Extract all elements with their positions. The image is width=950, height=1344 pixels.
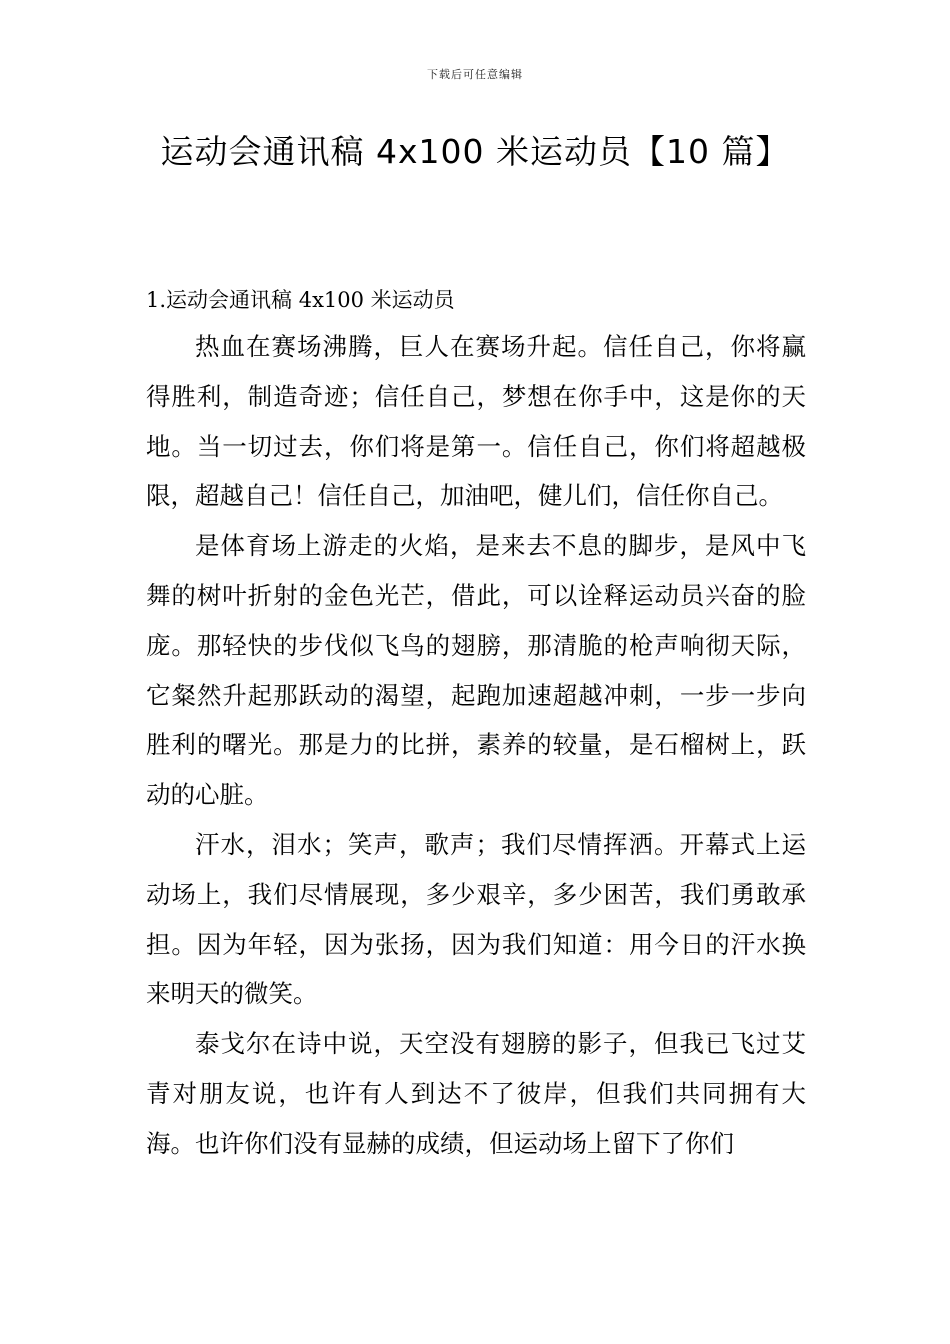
paragraph-2: 是体育场上游走的火焰，是来去不息的脚步，是风中飞舞的树叶折射的金色光芒，借此，可以诠释运动员兴奋的脸庞。那轻快的步伐似飞鸟的翅膀，那清脆的枪声响彻天际，它粲然升起那跃动的渴望，起跑加速超越冲刺，一步一步向胜利的曙光。那是力的比拼，素养的较量，是石榴树上，跃动的心脏。 [146,531,806,810]
header-note: 下载后可任意编辑 [427,68,523,81]
page-title: 运动会通讯稿 4x100 米运动员【10 篇】 [160,132,790,171]
paragraph-3: 汗水，泪水；笑声，歌声；我们尽情挥洒。开幕式上运动场上，我们尽情展现，多少艰辛，多少困苦，我们勇敢承担。因为年轻，因为张扬，因为我们知道：用今日的汗水换来明天的微笑。 [146,829,806,1009]
section-heading: 1.运动会通讯稿 4x100 米运动员 [146,288,455,312]
paragraph-1: 热血在赛场沸腾，巨人在赛场升起。信任自己，你将赢得胜利，制造奇迹；信任自己，梦想在你手中，这是你的天地。当一切过去，你们将是第一。信任自己，你们将超越极限，超越自己！信任自己，加油吧，健儿们，信任你自己。 [146,332,806,511]
paragraph-4: 泰戈尔在诗中说，天空没有翅膀的影子，但我已飞过艾青对朋友说，也许有人到达不了彼岸，但我们共同拥有大海。也许你们没有显赫的成绩，但运动场上留下了你们 [146,1029,806,1158]
document-body [146,278,806,1169]
